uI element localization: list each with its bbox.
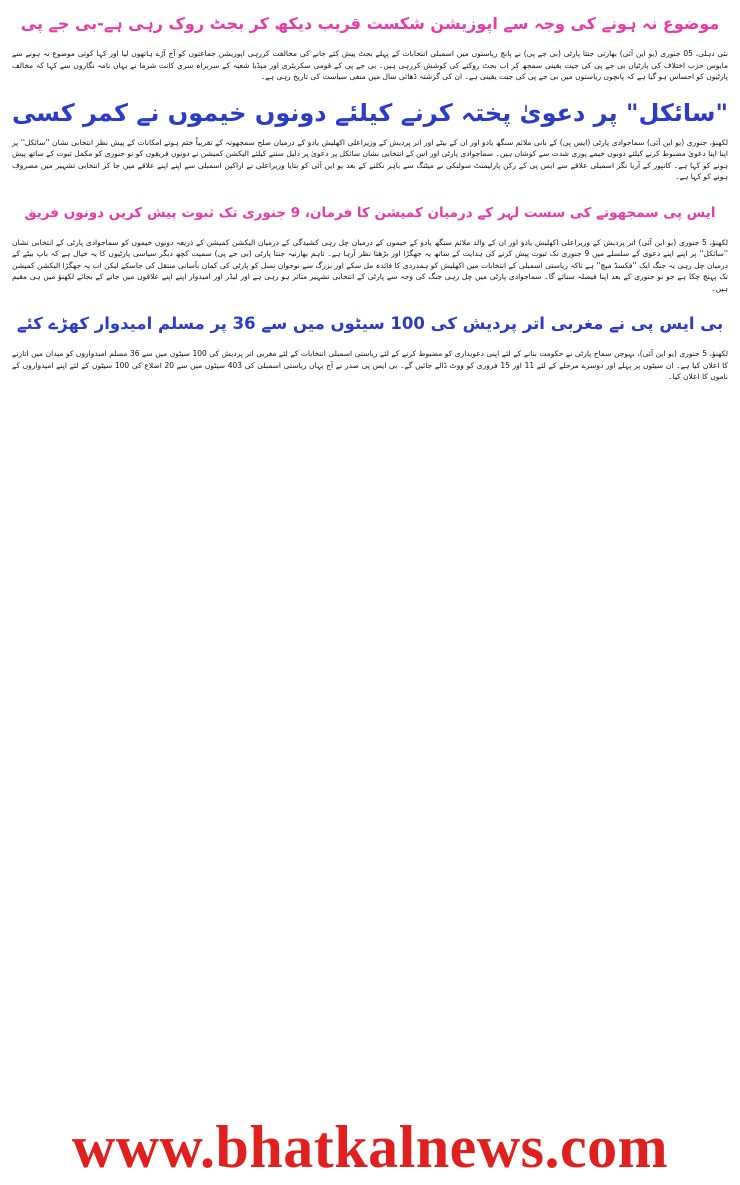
article-2-body: لکھنؤ، جنوری (یو این آئی) سماجوادی پارٹی (ایس پی) کے بانی ملائم سنگھ یادو اور ان کے بیٹے اور اتر پردیش کے وزیراعلی اکھلیش یادو کے درمیان صلح سمجھوتہ کے تقریباً ختم ہوتے امکانات کے پیش نظر انتخابی نشان ''سائکل'' پر اپنا اپنا دعویٰ مضبوط کرنے کیلئے دونوں خیمے پوری شدت سے کوشاں ہیں۔ سماجوادی پارٹی اور اس کے انتخابی نشان سائکل پر دعویٰ پر دلیل سننے کیلئے الیکشن کمیشن نے دونوں فریقوں کو نو جنوری کو مکمل ثبوت کے ساتھ پیش ہونے کو کہا ہے۔ کانپور کے آریا نگر اسمبلی علاقے سے ایس پی کے رکن پارلیمنٹ سولنکی نے میٹنگ سے باہر نکلنے کے بعد یو این آئی کو بتایا وزیراعلی نے اراکین اسمبلی سے اپنے اپنے علاقے میں جا کر انتخابی تشہیر میں مصروف ہونے کو کہا ہے۔ <box>12 137 728 181</box>
article-4-headline: بی ایس پی نے مغربی اتر پردیش کی 100 سیٹوں میں سے 36 پر مسلم امیدوار کھڑے کئے <box>16 314 724 333</box>
article-3-body: لکھنؤ، 5 جنوری (یو این آئی) اتر پردیش کے وزیراعلی اکھلیش یادو اور ان کے والد ملائم سنگھ یادو کے خیموں کے درمیان چل رہی کشیدگی کے درمیان الیکشن کمیشن کے ذریعہ دونوں خیموں کو سماجوادی پارٹی کے انتخابی نشان ''سائکل'' پر اپنے اپنے دعوی کے سلسلے میں 9 جنوری تک ثبوت پیش کرنے کی ہدایت کے ساتھ یہ جھگڑا اور بڑھتا نظر آرہا ہے۔ تاہم بھارتیہ جنتا پارٹی (بی جے پی) سمیت کچھ دیگر سیاسی پارٹیوں کا یہ خیال ہے کہ باپ بیٹے کے درمیان چل رہی یہ جنگ ایک ''فکسڈ میچ'' ہے تاکہ ریاستی اسمبلی کے انتخابات میں اکھلیش کو ہمدردی کا فائدہ مل سکے اور بزرگ سے نوجوان نسل کو پارٹی کی کمان بآسانی منتقل کی جاسکے لیکن اب یہ جھگڑا الیکشن کمیشن تک پہنچ چکا ہے جو نو جنوری کے بعد اپنا فیصلہ سنائے گا۔ سماجوادی پارٹی میں چل رہی جنگ کی وجہ سے پارٹی کے انتخابی تشہیر متاثر ہو رہی ہے اور لیڈر اور امیدوار اپنے اپنے علاقوں میں جانے کے بجائے لکھنؤ میں ہی مقیم ہیں۔ <box>12 237 728 293</box>
article-1-headline: موضوع نہ ہونے کی وجہ سے اپوزیشن شکست قریب دیکھ کر بجٹ روک رہی ہے-بی جے پی <box>20 14 720 33</box>
article-1-body: نئی دہلی، 05 جنوری (یو این آئی) بھارتی جنتا پارٹی (بی جے پی) نے پانچ ریاستوں میں اسمبلی انتخابات کے پہلے بجٹ پیش کئے جانے کی مخالفت کررہی اپوزیشن جماعتوں کو آج آڑے ہاتھوں لیا اور کہا کوئی موضوع نہ ہونے سے مایوس حزب اختلاف کی پارٹیاں بی جے پی کی جیت یقینی سمجھ کر اب بجٹ روکنے کی کوشش کررہی ہیں۔ بی جے پی کے قومی سکریٹری اور میڈیا شعبہ کے سربراہ سری کانت شرما نے یہاں نامہ نگاروں سے کہا کہ مخالف پارٹیوں کو احساس ہو گیا ہے کہ پانچوں ریاستوں میں بی جے پی کی جیت یقینی ہے۔ ان کی گزشتہ ڈھائی سال میں منفی سیاست کی تاریخ رہی ہے۔ <box>12 49 728 81</box>
website-footer: www.bhatkalnews.com <box>71 1114 669 1180</box>
article-4-body: لکھنؤ، 5 جنوری (یو این آئی)، بہوجن سماج پارٹی نے حکومت بنانے کے لئے اپنی دعویداری کو مضبوط کرنے کے لئے ریاستی اسمبلی انتخابات کے لئے مغربی اتر پردیش کی 100 سیٹوں میں سے 36 مسلم امیدواروں کو میدان میں اتارنے کا اعلان کیا ہے۔ ان سیٹوں پر پہلے اور دوسرے مرحلے کے لئے 11 اور 15 فروری کو ووٹ ڈالے جائیں گے۔ بی ایس پی صدر نے آج یہاں ریاستی اسمبلی کی 403 سیٹوں میں سے 20 اضلاع کی 100 سیٹوں کے لئے اپنے امیدواروں کے ناموں کا اعلان کیا۔ <box>12 349 728 381</box>
article-2-headline: "سائکل" پر دعویٰ پختہ کرنے کیلئے دونوں خیموں نے کمر کسی <box>12 98 728 127</box>
article-3-headline: ایس پی سمجھوتے کی سست لہر کے درمیان کمیشن کا فرمان، 9 جنوری تک ثبوت پیش کریں دونوں فریق <box>24 204 716 221</box>
